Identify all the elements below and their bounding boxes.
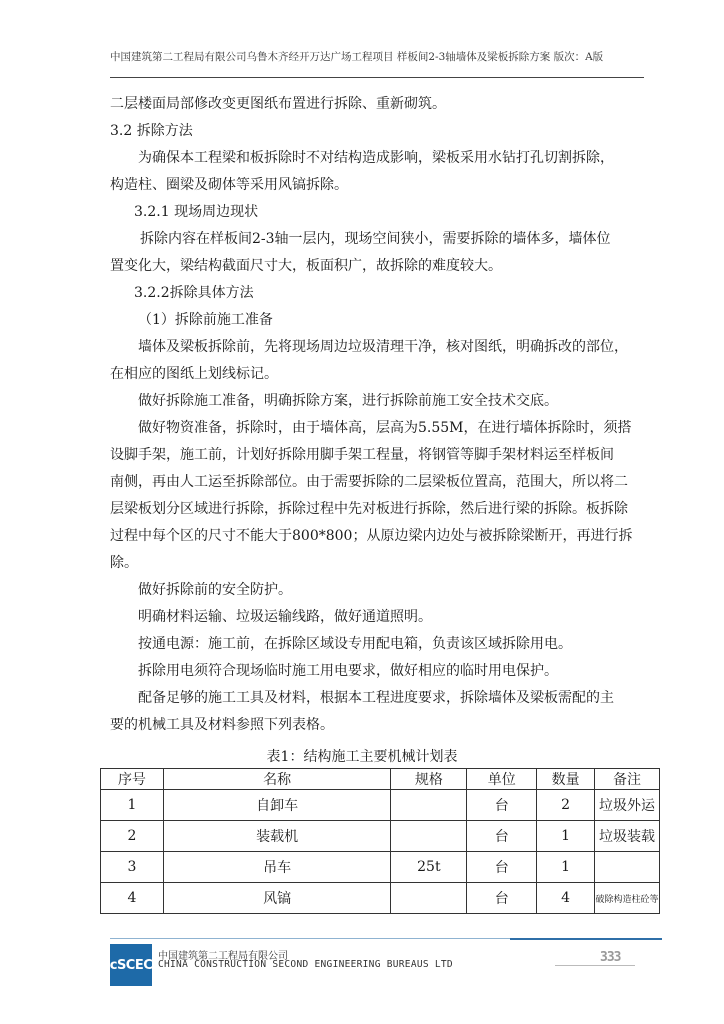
column-header: 单位 <box>467 769 537 790</box>
paragraph: 拆除内容在样板间2-3轴一层内，现场空间狭小，需要拆除的墙体多，墙体位 <box>140 231 611 247</box>
paragraph: 南侧，再由人工运至拆除部位。由于需要拆除的二层梁板位置高，范围大，所以将二 <box>110 474 628 490</box>
subsection-heading: 3.2.2拆除具体方法 <box>134 285 254 301</box>
list-heading: （1）拆除前施工准备 <box>138 312 273 328</box>
subsection-heading: 3.2.1 现场周边现状 <box>134 204 259 220</box>
paragraph: 明确材料运输、垃圾运输线路，做好通道照明。 <box>138 609 432 625</box>
table-header-row <box>101 769 660 790</box>
table-cell: 台 <box>467 790 537 821</box>
page-mark-underline <box>555 965 635 966</box>
paragraph: 拆除用电须符合现场临时施工用电要求，做好相应的临时用电保护。 <box>138 663 558 679</box>
company-name-cn: 中国建筑第二工程局有限公司 <box>158 951 288 962</box>
machinery-table <box>100 768 660 914</box>
company-name-en: CHINA CONSTRUCTION SECOND ENGINEERING BUREAUS LTD <box>158 959 453 970</box>
table-cell: 25t <box>391 852 467 883</box>
page-mark: 333 <box>600 950 621 965</box>
column-header: 数量 <box>537 769 595 790</box>
table-row <box>101 883 660 914</box>
paragraph: 按通电源：施工前，在拆除区域设专用配电箱，负责该区域拆除用电。 <box>138 636 572 652</box>
column-header: 备注 <box>595 769 660 790</box>
paragraph: 层梁板划分区域进行拆除，拆除过程中先对板进行拆除，然后进行梁的拆除。板拆除 <box>110 501 628 517</box>
table-cell: 4 <box>537 883 595 914</box>
paragraph: 墙体及梁板拆除前，先将现场周边垃圾清理干净，核对图纸，明确拆改的部位， <box>138 339 628 355</box>
table-caption: 表1：结构施工主要机械计划表 <box>266 749 458 765</box>
paragraph: 做好物资准备，拆除时，由于墙体高，层高为5.55M，在进行墙体拆除时，须搭 <box>138 420 632 436</box>
paragraph: 为确保本工程梁和板拆除时不对结构造成影响，梁板采用水钻打孔切割拆除， <box>138 150 614 166</box>
table-cell: 1 <box>101 790 164 821</box>
cscec-logo: cSCEC <box>110 944 152 986</box>
table-cell: 风镐 <box>163 883 391 914</box>
table-cell: 3 <box>101 852 164 883</box>
paragraph: 设脚手架，施工前，计划好拆除用脚手架工程量，将钢管等脚手架材料运至样板间 <box>110 447 614 463</box>
column-header: 序号 <box>101 769 164 790</box>
table-cell: 吊车 <box>163 852 391 883</box>
table-cell: 2 <box>101 821 164 852</box>
table-cell <box>595 852 660 883</box>
table-cell: 台 <box>467 852 537 883</box>
paragraph: 配备足够的施工工具及材料，根据本工程进度要求，拆除墙体及梁板需配的主 <box>138 690 614 706</box>
footer-divider <box>110 938 510 939</box>
page-header: 中国建筑第二工程局有限公司乌鲁木齐经开万达广场工程项目 样板间2-3轴墙体及梁板拆除方案 版次：A版 <box>110 51 604 63</box>
table-cell: 台 <box>467 821 537 852</box>
column-header: 名称 <box>163 769 391 790</box>
table-cell: 垃圾外运 <box>595 790 660 821</box>
paragraph: 过程中每个区的尺寸不能大于800*800；从原边梁内边处与被拆除梁断开，再进行拆 <box>110 528 633 544</box>
table-cell: 1 <box>537 852 595 883</box>
paragraph: 置变化大，梁结构截面尺寸大，板面积广，故拆除的难度较大。 <box>110 258 502 274</box>
table-cell: 破除构造柱砼等 <box>595 883 660 914</box>
table-row <box>101 852 660 883</box>
table-cell: 自卸车 <box>163 790 391 821</box>
paragraph: 在相应的图纸上划线标记。 <box>110 366 278 382</box>
footer-accent-bar <box>510 938 662 940</box>
section-heading: 3.2 拆除方法 <box>110 123 193 139</box>
table-cell: 台 <box>467 883 537 914</box>
table-row <box>101 821 660 852</box>
paragraph: 要的机械工具及材料参照下列表格。 <box>110 717 334 733</box>
table-cell: 2 <box>537 790 595 821</box>
table-cell: 装载机 <box>163 821 391 852</box>
table-cell: 1 <box>537 821 595 852</box>
paragraph: 做好拆除前的安全防护。 <box>138 582 292 598</box>
table-cell: 4 <box>101 883 164 914</box>
paragraph: 二层楼面局部修改变更图纸布置进行拆除、重新砌筑。 <box>110 96 446 112</box>
column-header: 规格 <box>391 769 467 790</box>
table-cell: 垃圾装载 <box>595 821 660 852</box>
paragraph: 做好拆除施工准备，明确拆除方案，进行拆除前施工安全技术交底。 <box>138 393 558 409</box>
table-row <box>101 790 660 821</box>
paragraph: 构造柱、圈梁及砌体等采用风镐拆除。 <box>110 177 348 193</box>
table-cell <box>391 883 467 914</box>
header-divider <box>110 77 644 78</box>
paragraph: 除。 <box>110 555 138 571</box>
table-cell <box>391 790 467 821</box>
table-cell <box>391 821 467 852</box>
